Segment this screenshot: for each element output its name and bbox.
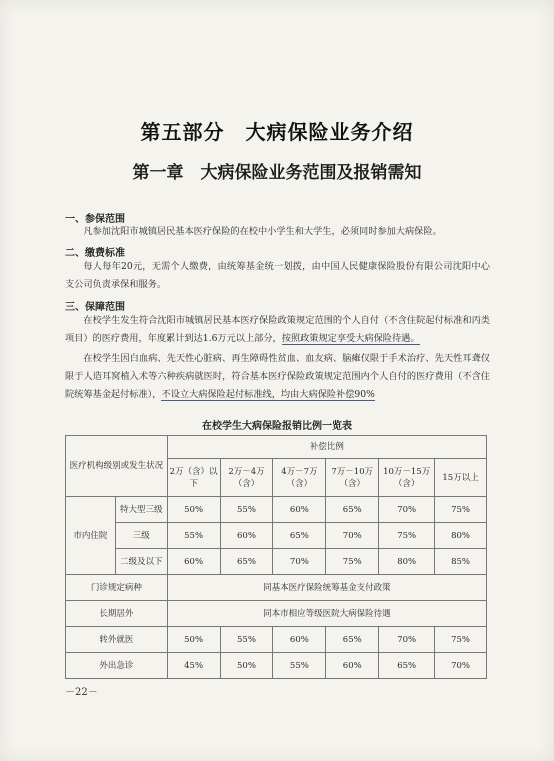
table-cell: 65%: [326, 497, 379, 523]
section-paragraph-coverage-scope: 凡参加沈阳市城镇居民基本医疗保险的在校中小学生和大学生，必须同时参加大病保险。: [83, 226, 442, 237]
table-cell: 60%: [273, 497, 326, 523]
table-row: [66, 497, 487, 523]
paragraph-text: 在校学生发生符合沈阳市城镇居民基本医疗保险政策规定范围的个人自付（不含住院起付标准和丙类项目）的医疗费用，年度累计到达1.6万元以上部分，: [65, 315, 490, 344]
table-cell: 85%: [435, 549, 487, 575]
table-cell: 60%: [326, 653, 379, 679]
table-row: [66, 549, 487, 575]
table-cell: 75%: [435, 627, 487, 653]
row-label: 门诊规定病种: [66, 575, 168, 601]
table-cell: 65%: [326, 627, 379, 653]
reimbursement-table: [65, 435, 487, 679]
column-header: 4万－7万（含）: [273, 459, 326, 497]
section-paragraph-protection-2: [65, 350, 490, 404]
row-label: 特大型三级: [115, 497, 167, 523]
table-cell: 80%: [435, 523, 487, 549]
page-number: －22－: [65, 687, 98, 698]
row-label: 三级: [115, 523, 167, 549]
column-header: 7万－10万（含）: [326, 459, 379, 497]
table-row: [66, 523, 487, 549]
column-header: 15万以上: [435, 459, 487, 497]
chapter-title: 第一章 大病保险业务范围及报销需知: [132, 163, 422, 183]
underlined-text: 按照政策规定享受大病保险待遇。: [281, 333, 420, 344]
section-paragraph-protection-1: [65, 312, 490, 348]
row-label: 长期居外: [66, 601, 168, 627]
section-paragraph-fee-standard: 每人每年20元，无需个人缴费，由统筹基金统一划拨，由中国人民健康保险股份有限公司沈阳中心支公司负责承保和服务。: [65, 261, 490, 290]
corner-header: 医疗机构级别或发生状况: [66, 436, 168, 497]
table-cell: 60%: [167, 549, 220, 575]
column-header: 2万（含）以下: [167, 459, 220, 497]
table-cell: 55%: [220, 497, 273, 523]
group-header: 补偿比例: [167, 436, 486, 459]
paragraph-text: 在校学生因白血病、先天性心脏病、再生障碍性贫血、血友病、脑瘫仅限于手术治疗、先天性耳聋仅限于人造耳窝植入术等六种疾病就医时，符合基本医疗保险政策规定范围内个人自付的医疗费用（不含住院统筹基金起付标准），: [65, 353, 490, 400]
table-cell: 70%: [273, 549, 326, 575]
table-cell: 45%: [167, 653, 220, 679]
table-row: [66, 575, 487, 601]
table-row: [66, 601, 487, 627]
table-cell: 50%: [220, 653, 273, 679]
table-cell: 50%: [167, 627, 220, 653]
row-label: 二级及以下: [115, 549, 167, 575]
row-label: 外出急诊: [66, 653, 168, 679]
table-cell: 75%: [379, 523, 435, 549]
table-cell: 60%: [273, 627, 326, 653]
table-cell: 80%: [379, 549, 435, 575]
table-cell: 50%: [167, 497, 220, 523]
underlined-text: 不设立大病保险起付标准线，均由大病保险补偿90%: [161, 389, 375, 400]
part-title: 第五部分 大病保险业务介绍: [140, 120, 414, 144]
table-cell: 55%: [167, 523, 220, 549]
table-cell: 70%: [435, 653, 487, 679]
table-header-row: [66, 436, 487, 459]
column-header: 2万－4万（含）: [220, 459, 273, 497]
inpatient-label: 市内住院: [66, 497, 116, 575]
table-cell: 55%: [273, 653, 326, 679]
table-row: [66, 627, 487, 653]
table-cell: 70%: [326, 523, 379, 549]
table-cell: 75%: [326, 549, 379, 575]
table-cell: 65%: [273, 523, 326, 549]
section-heading-fee-standard: 二、缴费标准: [65, 248, 125, 259]
table-title: 在校学生大病保险报销比例一览表: [202, 421, 352, 432]
table-cell-span: 同基本医疗保险统筹基金支付政策: [167, 575, 486, 601]
table-cell: 70%: [379, 627, 435, 653]
section-heading-protection-scope: 三、保障范围: [65, 302, 125, 313]
table-cell-span: 同本市相应等级医院大病保险待遇: [167, 601, 486, 627]
table-cell: 65%: [379, 653, 435, 679]
table-cell: 65%: [220, 549, 273, 575]
row-label: 转外就医: [66, 627, 168, 653]
table-cell: 75%: [435, 497, 487, 523]
section-heading-coverage-scope: 一、参保范围: [65, 214, 125, 225]
table-row: [66, 653, 487, 679]
table-cell: 60%: [220, 523, 273, 549]
column-header: 10万－15万（含）: [379, 459, 435, 497]
table-cell: 55%: [220, 627, 273, 653]
table-cell: 70%: [379, 497, 435, 523]
